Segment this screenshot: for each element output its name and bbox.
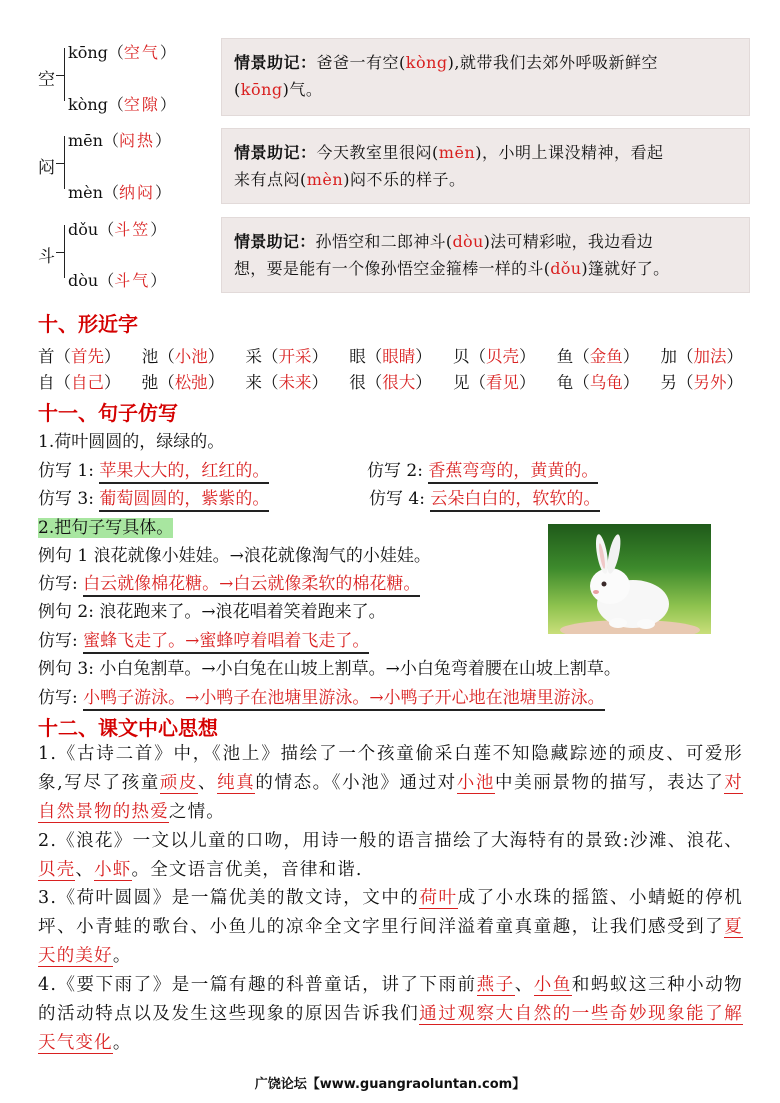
reading-2: mèn（纳闷） <box>68 183 171 202</box>
subtitle-specific: 2.把句子写具体。 <box>38 518 174 538</box>
main-idea-2: 2.《浪花》一文以儿童的口吻，用诗一般的语言描绘了大海特有的景致:沙滩、浪花、贝壳、小虾。全文语言优美，音律和谐. <box>38 831 743 880</box>
similar-char-item: 池（小池） <box>141 347 225 366</box>
polyphone-char: 空 <box>38 70 55 90</box>
example-sentence-2: 例句 1 浪花就像小娃娃。→浪花就像淘气的小娃娃。 <box>38 546 431 566</box>
reading-2: dòu（斗气） <box>68 271 167 290</box>
main-idea-3: 3.《荷叶圆圆》是一篇优美的散文诗，文中的荷叶成了小水珠的摇篮、小蜻蜓的停机坪、小青蛙的歌台、小鱼儿的凉伞全文字里行间洋溢着童真童趣，让我们感受到了夏天的美好。 <box>38 888 743 966</box>
polyphone-char: 斗 <box>38 247 55 267</box>
similar-chars-row-1 <box>38 343 743 367</box>
similar-char-item: 很（很大） <box>349 373 432 392</box>
reading-1: dǒu（斗笠） <box>68 220 167 239</box>
similar-char-item: 眼（眼睛） <box>349 347 432 366</box>
similar-char-item: 来（未来） <box>245 373 328 392</box>
similar-char-item: 自（自己） <box>38 373 121 392</box>
section-title-sentence-imitation: 十一、句子仿写 <box>38 401 178 425</box>
rabbit-image <box>548 524 711 634</box>
example-sentence-3: 例句 2: 浪花跑来了。→浪花唱着笑着跑来了。 <box>38 602 386 622</box>
similar-char-item: 见（看见） <box>453 373 536 392</box>
similar-char-item: 龟（乌龟） <box>556 373 640 392</box>
similar-char-item: 采（开采） <box>245 347 328 366</box>
imitation-3: 仿写 3: 葡萄圆圆的，紫紫的。 <box>38 484 269 509</box>
imitation-2: 仿写 2: 香蕉弯弯的，黄黄的。 <box>367 456 598 481</box>
imitation-4: 仿写 4: 云朵白白的，软软的。 <box>369 484 600 509</box>
main-idea-1: 1.《古诗二首》中，《池上》描绘了一个孩童偷采白莲不知隐藏踪迹的顽皮、可爱形象,写尽了孩童顽皮、纯真的情态。《小池》通过对小池中美丽景物的描写，表达了对自然景物的热爱之情。 <box>38 744 743 822</box>
similar-char-item: 首（首先） <box>38 347 121 366</box>
reading-1: mēn（闷热） <box>68 131 171 150</box>
example-sentence-1: 1.荷叶圆圆的，绿绿的。 <box>38 432 225 452</box>
similar-char-item: 贝（贝壳） <box>453 347 536 366</box>
similar-char-item: 加（加法） <box>660 347 743 366</box>
similar-char-item: 弛（松弛） <box>141 373 225 392</box>
main-idea-4: 4.《要下雨了》是一篇有趣的科普童话，讲了下雨前燕子、小鱼和蚂蚁这三种小动物的活动特点以及发生这些现象的原因告诉我们通过观察大自然的一些奇妙现象能了解天气变化。 <box>38 975 743 1053</box>
mnemonic-box: 情景助记：孙悟空和二郎神斗(dòu)法可精彩啦，我边看边 想，要是能有一个像孙悟空金箍棒一样的斗(dǒu)篷就好了。 <box>221 217 750 293</box>
similar-char-item: 另（另外） <box>660 373 743 392</box>
section-title-similar-chars: 十、形近字 <box>38 312 138 336</box>
imitation-answer-3: 仿写: 小鸭子游泳。→小鸭子在池塘里游泳。→小鸭子开心地在池塘里游泳。 <box>38 683 605 708</box>
section-title-main-ideas: 十二、课文中心思想 <box>38 716 218 740</box>
mnemonic-box: 情景助记：今天教室里很闷(mēn)，小明上课没精神，看起 来有点闷(mèn)闷不乐的样子。 <box>221 128 750 204</box>
footer-watermark: 广饶论坛【www.guangraoluntan.com】 <box>254 1077 526 1092</box>
brace-tick <box>56 163 65 164</box>
mnemonic-box: 情景助记：爸爸一有空(kòng),就带我们去郊外呼吸新鲜空 (kōng)气。 <box>221 38 750 116</box>
imitation-answer-1: 仿写: 白云就像棉花糖。→白云就像柔软的棉花糖。 <box>38 569 420 594</box>
polyphone-char: 闷 <box>38 158 55 178</box>
brace-tick <box>56 75 65 76</box>
imitation-1: 仿写 1: 苹果大大的，红红的。 <box>38 456 269 481</box>
similar-chars-row-2 <box>38 369 743 393</box>
reading-2: kòng（空隙） <box>68 95 176 114</box>
imitation-answer-2: 仿写: 蜜蜂飞走了。→蜜蜂哼着唱着飞走了。 <box>38 626 369 651</box>
reading-1: kōng（空气） <box>68 43 176 62</box>
brace-tick <box>56 252 65 253</box>
example-sentence-4: 例句 3: 小白兔割草。→小白兔在山坡上割草。→小白兔弯着腰在山坡上割草。 <box>38 659 621 679</box>
rabbit-icon <box>548 524 711 634</box>
similar-char-item: 鱼（金鱼） <box>556 347 640 366</box>
